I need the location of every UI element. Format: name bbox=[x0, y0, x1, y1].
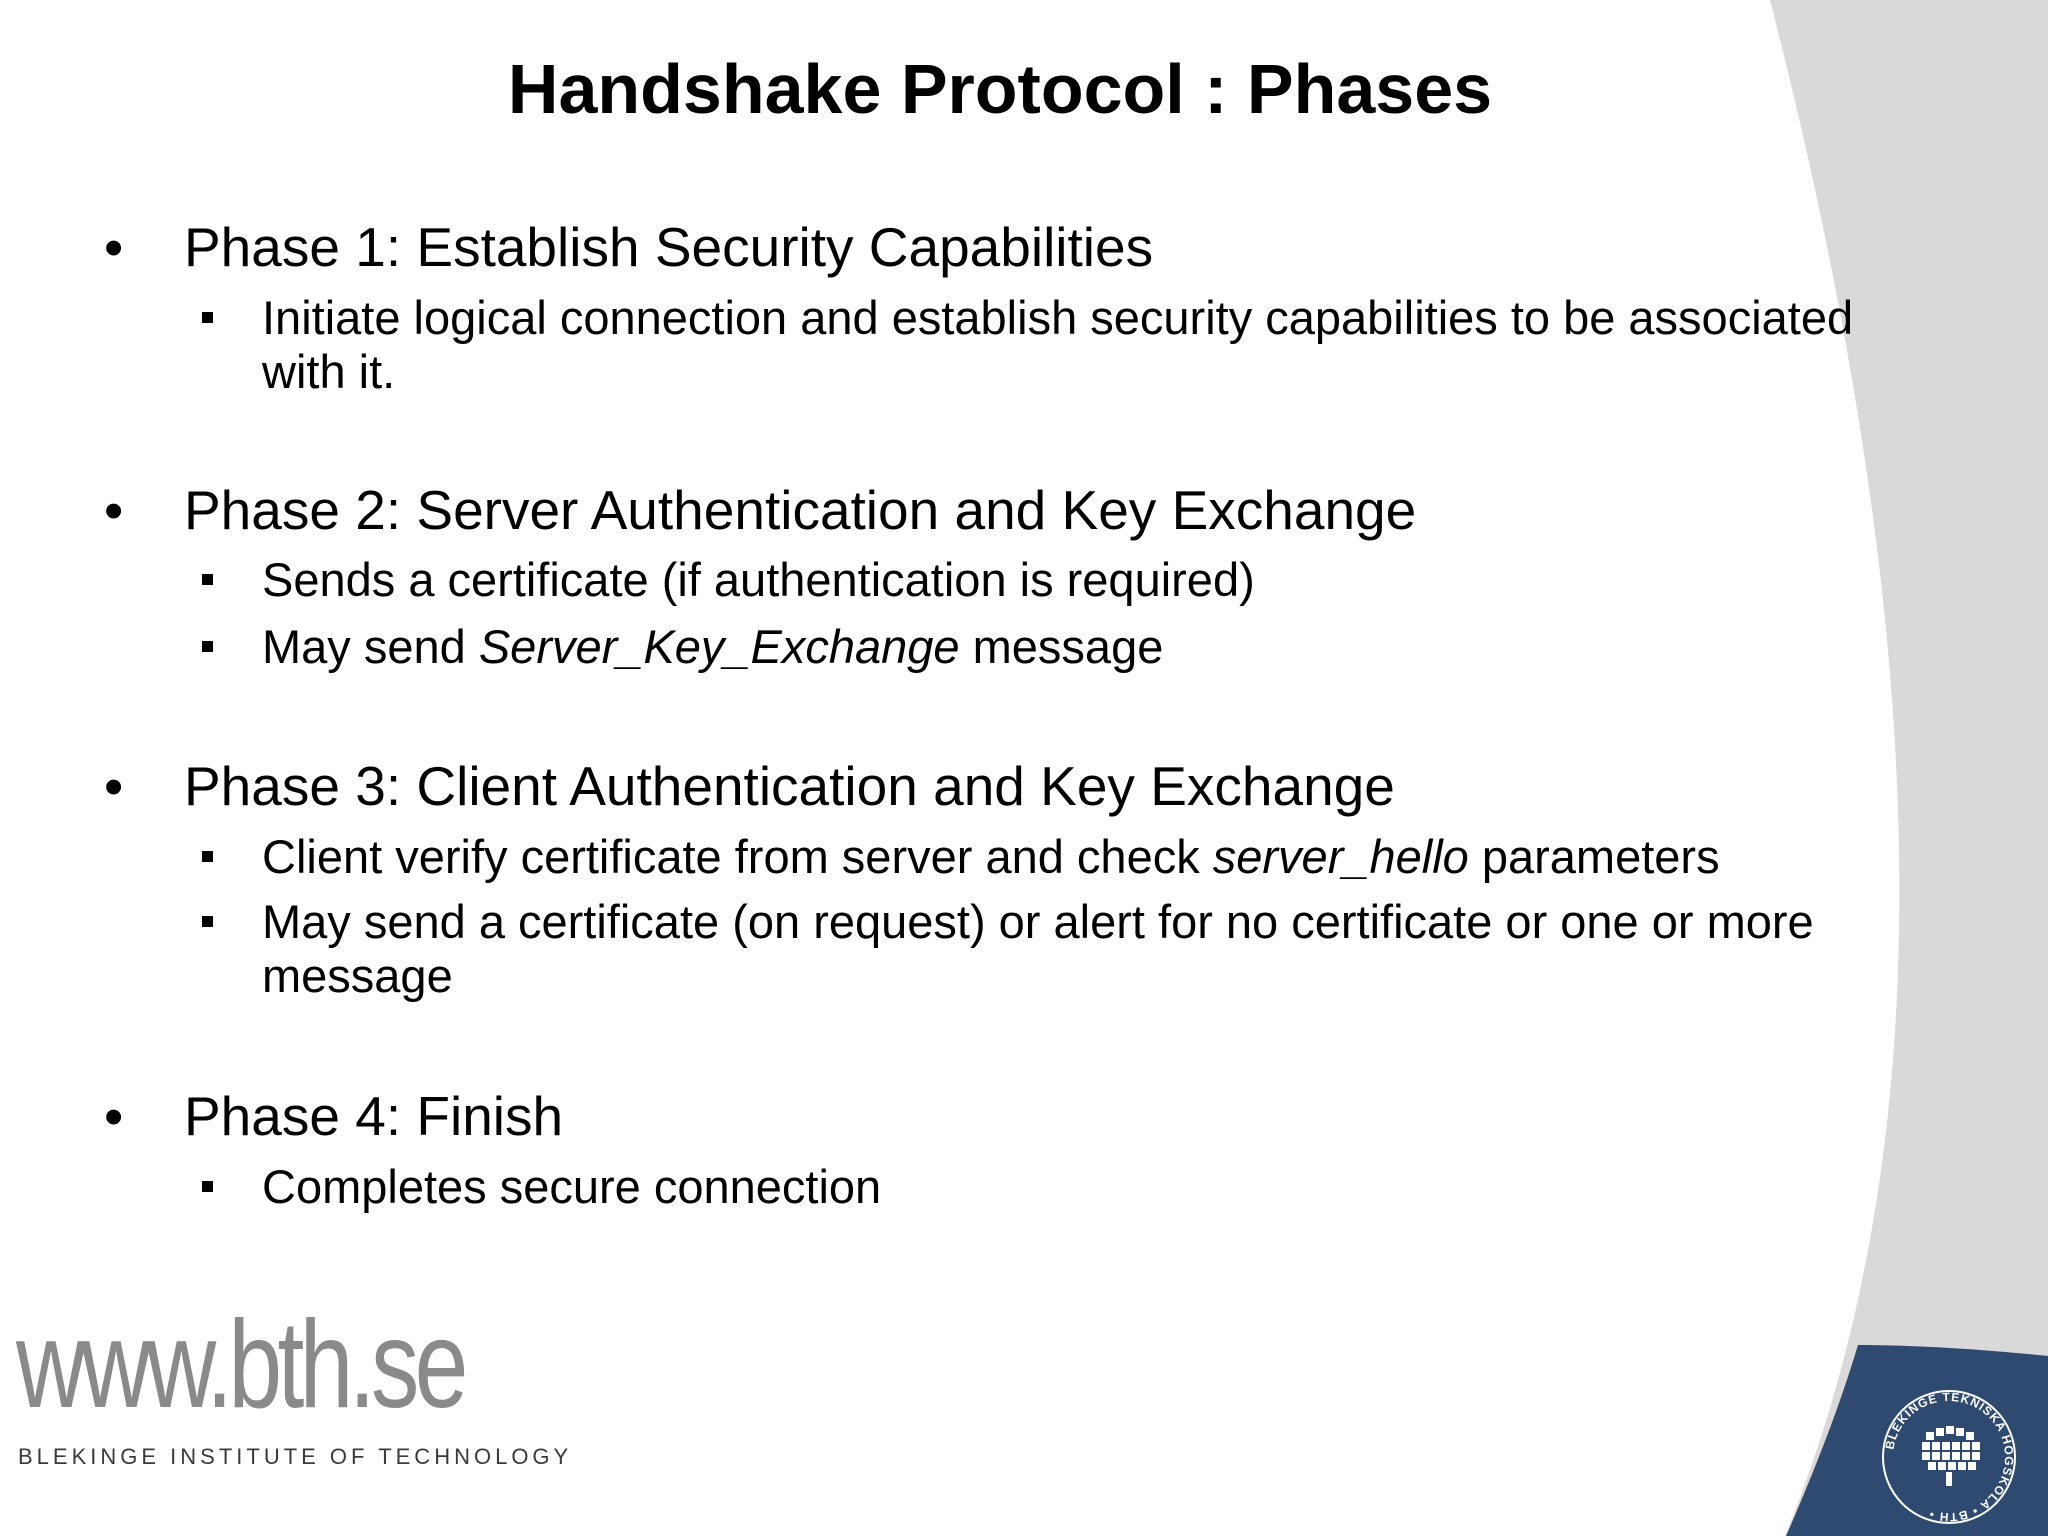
square-bullet-icon bbox=[202, 916, 213, 927]
square-bullet-icon bbox=[202, 574, 213, 585]
phase-2-heading-text: Phase 2: Server Authentication and Key Exchange bbox=[184, 479, 1417, 541]
phase-2-heading bbox=[104, 477, 1417, 543]
bullet-icon: • bbox=[104, 216, 124, 278]
phase-3-item-1 bbox=[262, 830, 1862, 884]
logo-url: www.bth.se bbox=[16, 1296, 464, 1434]
slide-title: Handshake Protocol : Phases bbox=[507, 50, 1493, 128]
phase-3-item-1-prefix: Client verify certificate from server and check bbox=[262, 830, 1213, 883]
phase-3-item-2-text: May send a certificate (on request) or alert for no certificate or one or more message bbox=[262, 895, 1814, 1002]
phase-3-item-1-suffix: parameters bbox=[1468, 830, 1720, 883]
phase-2-item-2 bbox=[262, 620, 1862, 674]
logo-institute-name: BLEKINGE INSTITUTE OF TECHNOLOGY bbox=[18, 1444, 573, 1469]
phase-1-item-1 bbox=[262, 291, 1862, 399]
phase-2-item-2-prefix: May send bbox=[262, 620, 479, 673]
phase-1-heading bbox=[104, 214, 1154, 280]
phase-3-item-1-italic: server_hello bbox=[1212, 830, 1469, 883]
phase-2-item-2-suffix: message bbox=[959, 620, 1164, 673]
phase-2-item-1 bbox=[262, 553, 1862, 607]
square-bullet-icon bbox=[202, 312, 213, 323]
phase-3-heading-text: Phase 3: Client Authentication and Key Exchange bbox=[184, 755, 1395, 817]
phase-1-heading-text: Phase 1: Establish Security Capabilities bbox=[184, 216, 1154, 278]
bullet-icon: • bbox=[104, 1085, 124, 1147]
bullet-icon: • bbox=[104, 755, 124, 817]
phase-4-item-1-text: Completes secure connection bbox=[262, 1160, 882, 1213]
square-bullet-icon bbox=[202, 1181, 213, 1192]
phase-3-item-2 bbox=[262, 895, 1842, 1003]
square-bullet-icon bbox=[202, 851, 213, 862]
phase-4-heading bbox=[104, 1083, 564, 1149]
bth-seal-logo bbox=[1878, 1386, 2020, 1528]
phase-3-heading bbox=[104, 753, 1395, 819]
phase-2-item-1-text: Sends a certificate (if authentication is required) bbox=[262, 553, 1255, 606]
phase-4-item-1 bbox=[262, 1160, 1862, 1214]
phase-4-heading-text: Phase 4: Finish bbox=[184, 1085, 564, 1147]
phase-2-item-2-italic: Server_Key_Exchange bbox=[478, 620, 960, 673]
square-bullet-icon bbox=[202, 641, 213, 652]
phase-1-item-1-text: Initiate logical connection and establish security capabilities to be associated with it. bbox=[262, 291, 1854, 398]
svg-text:BLEKINGE TEKNISKA HÖGSKOLA • B: BLEKINGE TEKNISKA HÖGSKOLA • BTH • bbox=[1882, 1389, 2017, 1525]
bullet-icon: • bbox=[104, 479, 124, 541]
